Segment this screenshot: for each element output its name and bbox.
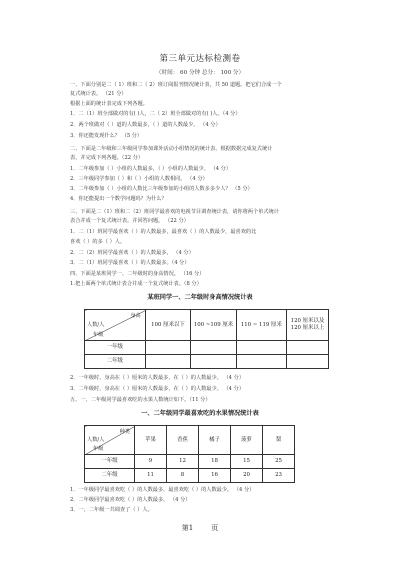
question-5-item-3: 3．一、二年级一共调查了（ ）人。: [70, 507, 153, 513]
table-cell: 15: [231, 455, 263, 469]
fruit-header-pear: 梨: [263, 426, 295, 455]
question-4-item-3: 3．二年级时，身高在（ ）厘米的人数最多，在（ ）的人数最少。 （4 分）: [70, 386, 245, 392]
fruit-header-pineapple: 菠萝: [231, 426, 263, 455]
height-header-4b: 120 厘米以上: [290, 325, 325, 331]
fruit-corner-top: 种类: [119, 429, 130, 435]
height-header-4a: 120 厘米以及: [290, 318, 325, 324]
page-number-suffix: 页: [211, 524, 219, 532]
table-cell: [191, 341, 237, 355]
question-3-item-3: 3．二（1）班同学最喜欢（ ）的人数最多。（4 分）: [70, 260, 190, 266]
height-header-3: 110 ~ 119 厘米: [236, 310, 286, 341]
question-4-intro: 四、下面是某班同学一、二年级时的身高情况。 （16 分）: [70, 271, 205, 277]
question-2-intro: 二、下面是二年级和三年级同学参加课外活动小组情况的统计表，根据数据完成复式统计: [70, 146, 273, 152]
height-table: [84, 309, 329, 369]
height-row-label-1: 一年级: [85, 341, 146, 355]
question-3-item-2: 2．二（2）班同学最喜欢（ ）的人数最多， （4 分）: [70, 250, 194, 256]
fruit-table-caption: 一、二年级同学最喜欢吃的水果情况统计表: [141, 410, 259, 417]
page-title: 第三单元达标检测卷: [159, 54, 241, 64]
question-2-item-2: 2．三年级同学参加（ ）和（ ）小组的人数相同。 （4 分）: [70, 176, 208, 182]
fruit-header-apple: 苹果: [135, 426, 167, 455]
question-1-item-3: 3．你还能发现什么？ （5 分）: [70, 133, 143, 139]
question-1-intro: 一、下面分别是二（ 1）班和二（ 2）班订阅报刊情况统计表，共 50 道题。把它们合成一个: [70, 82, 282, 88]
question-2-item-3: 3．二年级参加（ ）小组的人数比三年级参加的小组的人数多多少人？ （5 分）: [70, 186, 253, 192]
table-cell: [236, 355, 286, 369]
question-3-intro-cont: 表合并成一个复式统计表，并回答问题。 （22 分）: [70, 218, 189, 224]
fruit-table-corner: [85, 426, 135, 455]
question-3-item-1-cont: 喜欢（ ）的多（ ）人。: [70, 239, 126, 245]
table-cell: 12: [167, 455, 199, 469]
question-1-intro-cont: 复式统计表。 （21 分）: [70, 91, 127, 97]
height-corner-mid: 人数/人: [87, 322, 105, 328]
table-cell: [286, 341, 328, 355]
fruit-header-orange: 橘子: [199, 426, 231, 455]
table-cell: 18: [199, 455, 231, 469]
table-cell: 25: [263, 455, 295, 469]
height-table-corner: [85, 310, 146, 341]
question-5-item-2: 2．二年级同学最喜欢吃（ ）的人数最多。 （4 分）: [70, 497, 191, 503]
height-table-caption: 某班同学一、二年级时身高情况统计表: [147, 294, 253, 301]
height-corner-bottom: 年级: [93, 332, 104, 338]
table-cell: [191, 355, 237, 369]
fruit-row-label-2: 二年级: [85, 469, 135, 483]
fruit-table: [84, 425, 295, 483]
page-number-prefix: 第: [181, 524, 189, 532]
fruit-row-label-1: 一年级: [85, 455, 135, 469]
table-cell: 8: [167, 469, 199, 483]
question-5-intro: 五、一、二年级同学最喜欢吃的水果人数统计如下。（11 分）: [70, 397, 211, 403]
fruit-header-banana: 香蕉: [167, 426, 199, 455]
height-corner-top: 身高: [130, 313, 141, 319]
height-header-1: 100 厘米以下: [145, 310, 191, 341]
question-1-instruction: 根据上面的统计表完成下列各题。: [70, 101, 148, 107]
question-4-item-2: 2．一年级时，身高在（ ）厘米的人数最多，在（ ）的人数最少。 （4 分）: [70, 375, 245, 381]
height-row-label-2: 二年级: [85, 355, 146, 369]
table-cell: [236, 341, 286, 355]
question-1-item-1: 1．二（1）班全部做对的有( )人，二（ 2）班全部做对的有( )人。（4 分）: [70, 111, 241, 117]
question-3-item-1: 1．二（1）班同学最喜欢（ ）的人数最多，最喜欢（ ）的人数最少，最喜欢的比: [70, 229, 257, 235]
question-5-item-1: 1．一年级同学最喜欢吃（ ）的人数最多，最喜欢吃（ ）的人数最少。 （4 分）: [70, 487, 255, 493]
table-cell: [145, 341, 191, 355]
question-2-item-4: 4．你还能提出一个数学问题吗？为什么？: [70, 196, 167, 202]
table-cell: 23: [263, 469, 295, 483]
table-cell: [145, 355, 191, 369]
question-2-item-1: 1．二年级参加（ ）小组的人数最多，（ ）小组的人数最少。 （4 分）: [70, 166, 232, 172]
height-header-4: [286, 310, 328, 341]
question-1-item-2: 2．两个班做对（ ）道的人数最多，（ ）道的人数最少。 （4 分）: [70, 122, 221, 128]
table-cell: [286, 355, 328, 369]
table-cell: 9: [135, 455, 167, 469]
table-cell: 20: [231, 469, 263, 483]
fruit-corner-mid: 人数/人: [87, 437, 105, 443]
question-4-item-1: 1.把上面两个单式统计表合并成一个复式统计表。（8 分）: [70, 281, 202, 287]
page-number: 1: [188, 524, 194, 532]
page-footer: [0, 523, 400, 533]
table-cell: 16: [199, 469, 231, 483]
page-subtitle: （时间： 60 分钟 总分： 100 分）: [155, 70, 245, 76]
table-cell: 11: [135, 469, 167, 483]
fruit-corner-bottom: 年级: [93, 446, 104, 452]
question-2-intro-cont: 表，并完成下列各题。（22 分）: [70, 155, 144, 161]
question-3-intro: 三、下面是二（1）班和二（2）班同学最喜欢的电视节目调查统计表，请你将两个单式统计: [70, 209, 279, 215]
height-header-2: 100 ~109 厘米: [191, 310, 237, 341]
